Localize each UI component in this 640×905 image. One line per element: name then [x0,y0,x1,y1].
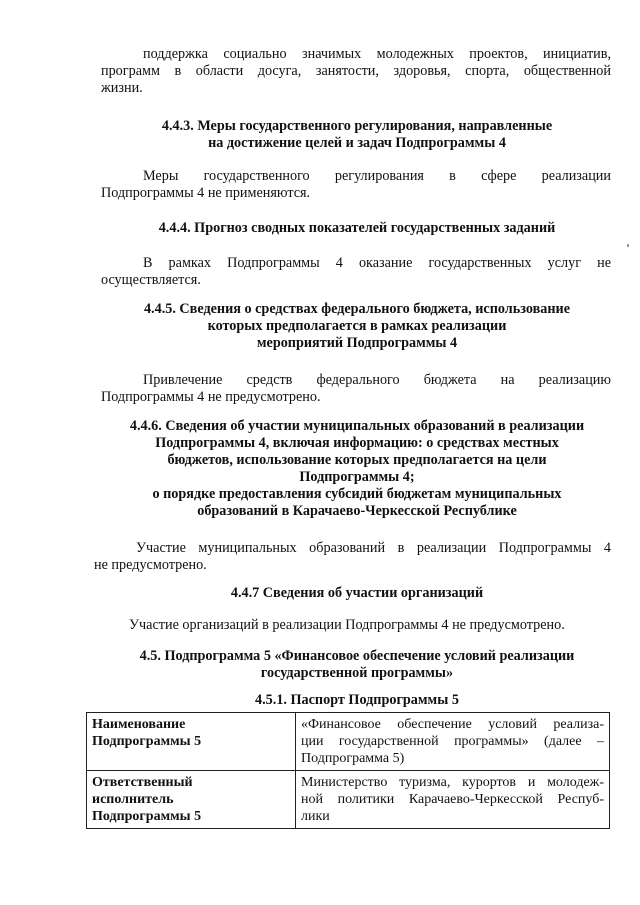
cell-line: исполнитель [92,792,174,807]
heading-line: бюджетов, использование которых предполагается на цели [167,452,547,468]
cell-line: Ответственный [92,775,193,790]
text-line: Участие организаций в реализации Подпрограммы 4 не предусмотрено. [129,617,565,633]
text-line: Подпрограммы 4 не применяются. [101,185,311,201]
text-line: Привлечение средств федерального бюджета на реализацию [143,372,611,388]
cell-line: Подпрограммы 5 [92,734,202,749]
text-line: поддержка социально значимых молодежных проектов, инициатив, [143,46,611,62]
heading-line: образований в Карачаево-Черкесской Республике [197,503,517,519]
heading-line: о порядке предоставления субсидий бюджетам муниципальных [152,486,562,502]
heading-line: 4.5.1. Паспорт Подпрограммы 5 [255,692,459,708]
section-4-4-6-heading [86,418,628,520]
paragraph-4-4-4 [101,255,611,289]
heading-line: 4.4.5. Сведения о средствах федерального бюджета, использование [143,301,571,317]
cell-line: «Финансовое обеспечение условий реализа- [301,717,604,732]
table-row [87,713,610,771]
table-label-cell [87,713,296,771]
section-4-5-heading [86,648,628,682]
paragraph-4-4-5 [101,372,611,406]
section-4-4-4-heading [86,220,628,237]
scan-speck [627,244,629,247]
text-line: Подпрограммы 4 не предусмотрено. [101,389,321,405]
heading-line: мероприятий Подпрограммы 4 [256,335,458,351]
cell-line: Подпрограмма 5) [301,751,405,766]
text-line: жизни. [101,80,143,96]
heading-line: государственной программы» [260,665,454,681]
cell-line: Наименование [92,717,186,732]
text-line: Меры государственного регулирования в сфере реализации [143,168,611,184]
cell-line: Подпрограммы 5 [92,809,202,824]
section-4-5-1-heading [86,692,628,709]
heading-line: 4.5. Подпрограмма 5 «Финансовое обеспечение условий реализации [139,648,575,664]
paragraph-intro [101,46,611,97]
cell-line: ной политики Карачаево-Черкесской Респуб- [301,792,604,807]
paragraph-4-4-7 [101,617,611,634]
heading-line: Подпрограммы 4, включая информацию: о средствах местных [155,435,559,451]
heading-line: 4.4.6. Сведения об участии муниципальных образований в реализации [129,418,585,434]
section-4-4-5-heading [86,301,628,352]
table-label-cell [87,771,296,829]
text-line: осуществляется. [101,272,201,288]
text-line: Участие муниципальных образований в реализации Подпрограммы 4 [136,540,611,556]
section-4-4-7-heading [86,585,628,602]
cell-line: лики [301,809,330,824]
heading-line: 4.4.7 Сведения об участии организаций [230,585,484,601]
heading-line: 4.4.4. Прогноз сводных показателей государственных заданий [158,220,556,236]
paragraph-4-4-6 [94,540,611,574]
text-line: В рамках Подпрограммы 4 оказание государственных услуг не [143,255,611,271]
text-line: не предусмотрено. [94,557,207,573]
section-4-4-3-heading [86,118,628,152]
heading-line: Подпрограммы 4; [299,469,415,485]
cell-line: Министерство туризма, курортов и молодеж- [301,775,604,790]
table-row [87,771,610,829]
table-value-cell [296,771,610,829]
heading-line: которых предполагается в рамках реализации [207,318,507,334]
text-line: программ в области досуга, занятости, здоровья, спорта, общественной [101,63,611,79]
paragraph-4-4-3 [101,168,611,202]
table-value-cell [296,713,610,771]
heading-line: 4.4.3. Меры государственного регулирования, направленные [161,118,553,134]
heading-line: на достижение целей и задач Подпрограммы 4 [208,135,506,151]
passport-table [86,712,610,829]
cell-line: ции государственной программы» (далее – [301,734,604,749]
